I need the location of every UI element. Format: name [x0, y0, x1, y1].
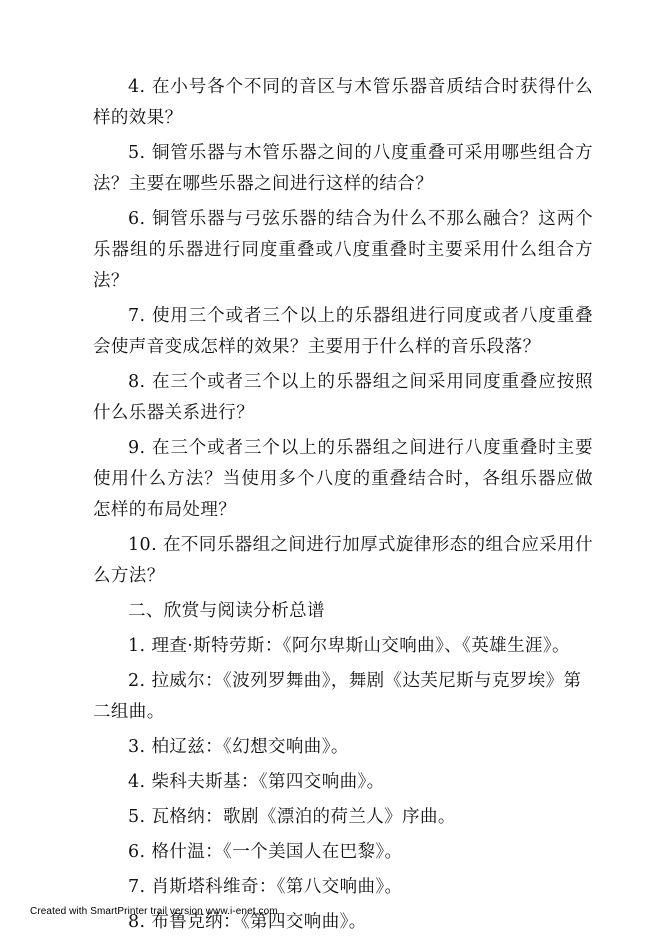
work-item-6: 6. 格什温：《一个美国人在巴黎》。: [128, 842, 403, 862]
work-item-2: 2. 拉威尔：《波列罗舞曲》，舞剧《达芙尼斯与克罗埃》第二组曲。: [93, 671, 582, 722]
work-item-8: 8. 布鲁克纳：《第四交响曲》。: [128, 912, 367, 932]
footer-watermark: Created with SmartPrinter trail version www.i-enet.com: [30, 906, 278, 917]
question-9: 9. 在三个或者三个以上的乐器组之间进行八度重叠时主要使用什么方法？当使用多个八度的重叠结合时，各组乐器应做怎样的布局处理？: [93, 438, 593, 520]
work-item-7: 7. 肖斯塔科维奇：《第八交响曲》。: [128, 877, 403, 897]
question-8: 8. 在三个或者三个以上的乐器组之间采用同度重叠应按照什么乐器关系进行？: [93, 372, 593, 423]
work-item-4: 4. 柴科夫斯基：《第四交响曲》。: [128, 772, 385, 792]
question-6: 6. 铜管乐器与弓弦乐器的结合为什么不那么融合？这两个乐器组的乐器进行同度重叠或八度重叠时主要采用什么组合方法？: [93, 209, 593, 291]
work-item-1: 1. 理查·斯特劳斯：《阿尔卑斯山交响曲》、《英雄生涯》。: [128, 636, 570, 656]
question-10: 10. 在不同乐器组之间进行加厚式旋律形态的组合应采用什么方法？: [93, 535, 593, 586]
work-item-3: 3. 柏辽兹：《幻想交响曲》。: [128, 737, 349, 757]
page-content: [93, 72, 593, 942]
question-4: 4. 在小号各个不同的音区与木管乐器音质结合时获得什么样的效果？: [93, 77, 593, 128]
question-7: 7. 使用三个或者三个以上的乐器组进行同度或者八度重叠会使声音变成怎样的效果？主要用于什么样的音乐段落？: [93, 306, 593, 357]
section-heading: 二、欣赏与阅读分析总谱: [128, 601, 325, 621]
work-item-5: 5. 瓦格纳：歌剧《漂泊的荷兰人》序曲。: [128, 807, 456, 827]
question-5: 5. 铜管乐器与木管乐器之间的八度重叠可采用哪些组合方法？主要在哪些乐器之间进行这样的结合？: [93, 143, 593, 194]
